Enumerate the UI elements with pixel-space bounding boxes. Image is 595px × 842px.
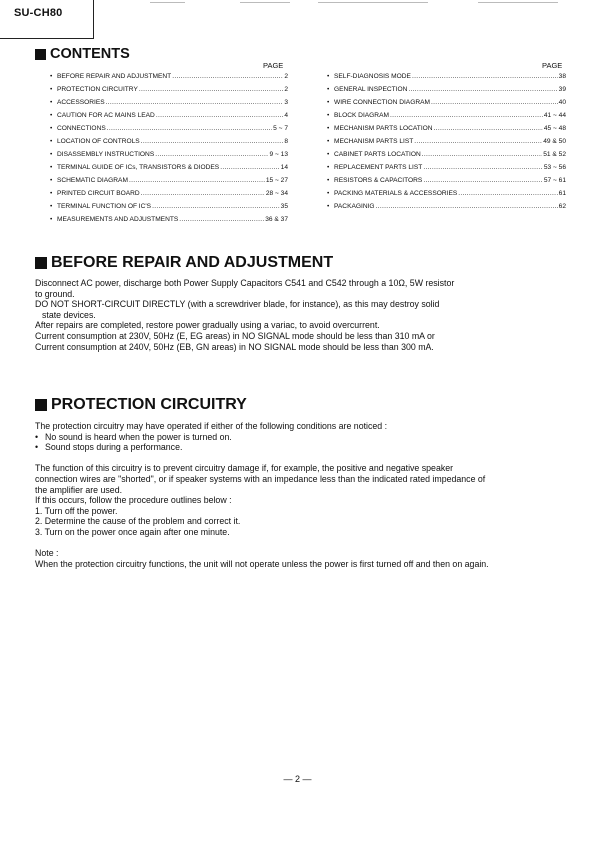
contents-entry-title: SCHEMATIC DIAGRAM [57,177,128,184]
contents-entry-title: REPLACEMENT PARTS LIST [334,164,423,171]
model-number: SU-CH80 [14,7,63,19]
scan-mark [240,2,290,3]
contents-entry-page: 15 ~ 27 [265,177,288,184]
before-repair-heading: BEFORE REPAIR AND ADJUSTMENT [35,254,333,272]
contents-entry [50,99,288,112]
contents-entry [327,138,566,151]
protection-body: The protection circuitry may have operated if either of the following conditions are noticed : • No sound is heard when the power is turned on. • Sound stops during a performance. The function of this circuitry is to prevent circuitry damage if, for example, the positive and negative speaker connection wires are "shorted", or if speaker systems with an impedance less than the indicated rated impedance of the amplifier are used. If this occurs, follow the procedure outlines below : 1. Turn off the power. 2. Determine the cause of the problem and correct it. 3. Turn on the power once again after one minute. Note : When the protection circuitry functions, the unit will not operate unless the power is first turned off and then on again. [35,421,565,569]
page-column-label-left: PAGE [263,61,284,70]
scan-mark [318,2,428,3]
contents-entry [50,190,288,203]
contents-entry-title: MECHANISM PARTS LOCATION [334,125,433,132]
bullet: • [50,164,53,171]
bullet: • [50,203,53,210]
contents-entry-page: 41 ~ 44 [543,112,566,119]
contents-entry [50,125,288,138]
contents-entry-page: 5 ~ 7 [273,125,288,132]
contents-entry [50,73,288,86]
contents-entry [327,177,566,190]
bullet: • [327,99,330,106]
dot-leader [155,151,268,158]
contents-entry-title: TERMINAL GUIDE OF ICs, TRANSISTORS & DIODES [57,164,220,171]
bullet: • [50,151,53,158]
contents-entry-page: 14 [280,164,288,171]
contents-entry [50,86,288,99]
contents-list-right [327,73,566,216]
header-divider-vertical [93,0,94,38]
contents-entry-title: SELF-DIAGNOSIS MODE [334,73,411,80]
contents-entry [327,99,566,112]
dot-leader [376,203,558,210]
contents-entry-page: 40 [558,99,566,106]
contents-entry-title: MECHANISM PARTS LIST [334,138,414,145]
scan-mark [478,2,558,3]
contents-entry [327,151,566,164]
header-divider-horizontal [0,38,94,39]
contents-entry-title: ACCESSORIES [57,99,105,106]
contents-entry-page: 35 [280,203,288,210]
dot-leader [172,73,283,80]
bullet: • [50,138,53,145]
contents-entry [327,112,566,125]
contents-entry-page: 53 ~ 56 [543,164,566,171]
contents-entry-title: TERMINAL FUNCTION OF IC'S [57,203,152,210]
contents-entry-page: 2 [284,73,288,80]
contents-entry-page: 61 [558,190,566,197]
dot-leader [412,73,558,80]
dot-leader [434,125,543,132]
contents-entry [327,190,566,203]
contents-entry-title: CABINET PARTS LOCATION [334,151,421,158]
contents-entry-page: 57 ~ 61 [543,177,566,184]
contents-entry-page: 62 [558,203,566,210]
dot-leader [141,190,265,197]
contents-entry-title: CONNECTIONS [57,125,106,132]
dot-leader [414,138,542,145]
dot-leader [141,138,284,145]
bullet: • [327,73,330,80]
heading-square-icon [35,49,46,60]
bullet: • [50,86,53,93]
dot-leader [129,177,265,184]
contents-entry-page: 38 [558,73,566,80]
contents-entry-title: PRINTED CIRCUIT BOARD [57,190,140,197]
contents-entry [50,164,288,177]
contents-entry [327,203,566,216]
contents-entry-title: PACKING MATERIALS & ACCESSORIES [334,190,458,197]
dot-leader [139,86,283,93]
contents-entry-page: 4 [284,112,288,119]
bullet: • [50,73,53,80]
contents-entry-title: CAUTION FOR AC MAINS LEAD [57,112,155,119]
contents-entry-page: 2 [284,86,288,93]
contents-entry [327,86,566,99]
bullet: • [50,190,53,197]
contents-entry-title: PROTECTION CIRCUITRY [57,86,138,93]
contents-entry-page: 9 ~ 13 [269,151,288,158]
protection-heading: PROTECTION CIRCUITRY [35,396,247,414]
contents-entry-page: 3 [284,99,288,106]
contents-entry-page: 49 & 50 [543,138,566,145]
dot-leader [106,99,284,106]
contents-entry [50,138,288,151]
contents-entry [327,164,566,177]
contents-entry-page: 36 & 37 [265,216,288,223]
contents-entry-page: 28 ~ 34 [265,190,288,197]
scan-mark [150,2,185,3]
dot-leader [179,216,264,223]
contents-list-left [50,73,288,229]
contents-entry-title: PACKAGINIG [334,203,375,210]
contents-heading: CONTENTS [35,46,130,62]
page-number: — 2 — [283,774,312,784]
list-item: • Sound stops during a performance. [35,442,183,453]
contents-entry-title: RESISTORS & CAPACITORS [334,177,423,184]
before-repair-body: Disconnect AC power, discharge both Power Supply Capacitors C541 and C542 through a 10Ω, 5W resistor to ground. DO NOT SHORT-CIRCUIT DIRECTLY (with a screwdriver blade, for instance), as this may destroy solid state devices. After repairs are completed, restore power gradually using a variac, to avoid overcurrent. Current consumption at 230V, 50Hz (E, EG areas) in NO SIGNAL mode should be less than 310 mA or Current consumption at 240V, 50Hz (EB, GN areas) in NO SIGNAL mode should be less than 300 mA. [35,278,455,352]
bullet: • [327,125,330,132]
bullet: • [50,99,53,106]
contents-entry-title: MEASUREMENTS AND ADJUSTMENTS [57,216,179,223]
bullet: • [327,203,330,210]
bullet: • [50,112,53,119]
dot-leader [422,151,543,158]
contents-entry-title: WIRE CONNECTION DIAGRAM [334,99,430,106]
bullet: • [327,151,330,158]
contents-entry [50,203,288,216]
bullet: • [327,190,330,197]
heading-square-icon [35,257,47,269]
contents-entry-page: 39 [558,86,566,93]
contents-entry-title: GENERAL INSPECTION [334,86,408,93]
contents-entry-title: DISASSEMBLY INSTRUCTIONS [57,151,155,158]
contents-entry-page: 45 ~ 48 [543,125,566,132]
contents-entry-page: 8 [284,138,288,145]
dot-leader [107,125,272,132]
contents-entry [50,151,288,164]
list-item: • No sound is heard when the power is turned on. [35,431,232,442]
dot-leader [156,112,284,119]
bullet: • [327,177,330,184]
dot-leader [390,112,543,119]
contents-entry-page: 51 & 52 [543,151,566,158]
dot-leader [220,164,279,171]
contents-entry [50,112,288,125]
bullet: • [327,86,330,93]
contents-entry [50,177,288,190]
bullet: • [50,125,53,132]
bullet: • [50,216,53,223]
dot-leader [431,99,558,106]
bullet: • [327,138,330,145]
contents-entry [327,73,566,86]
dot-leader [423,177,543,184]
heading-square-icon [35,399,47,411]
bullet: • [50,177,53,184]
dot-leader [423,164,543,171]
dot-leader [458,190,557,197]
contents-entry [50,216,288,229]
bullet: • [327,112,330,119]
dot-leader [152,203,280,210]
contents-entry-title: BEFORE REPAIR AND ADJUSTMENT [57,73,172,80]
contents-entry-title: BLOCK DIAGRAM [334,112,389,119]
contents-entry-title: LOCATION OF CONTROLS [57,138,140,145]
bullet: • [327,164,330,171]
page-column-label-right: PAGE [542,61,563,70]
dot-leader [408,86,557,93]
contents-entry [327,125,566,138]
